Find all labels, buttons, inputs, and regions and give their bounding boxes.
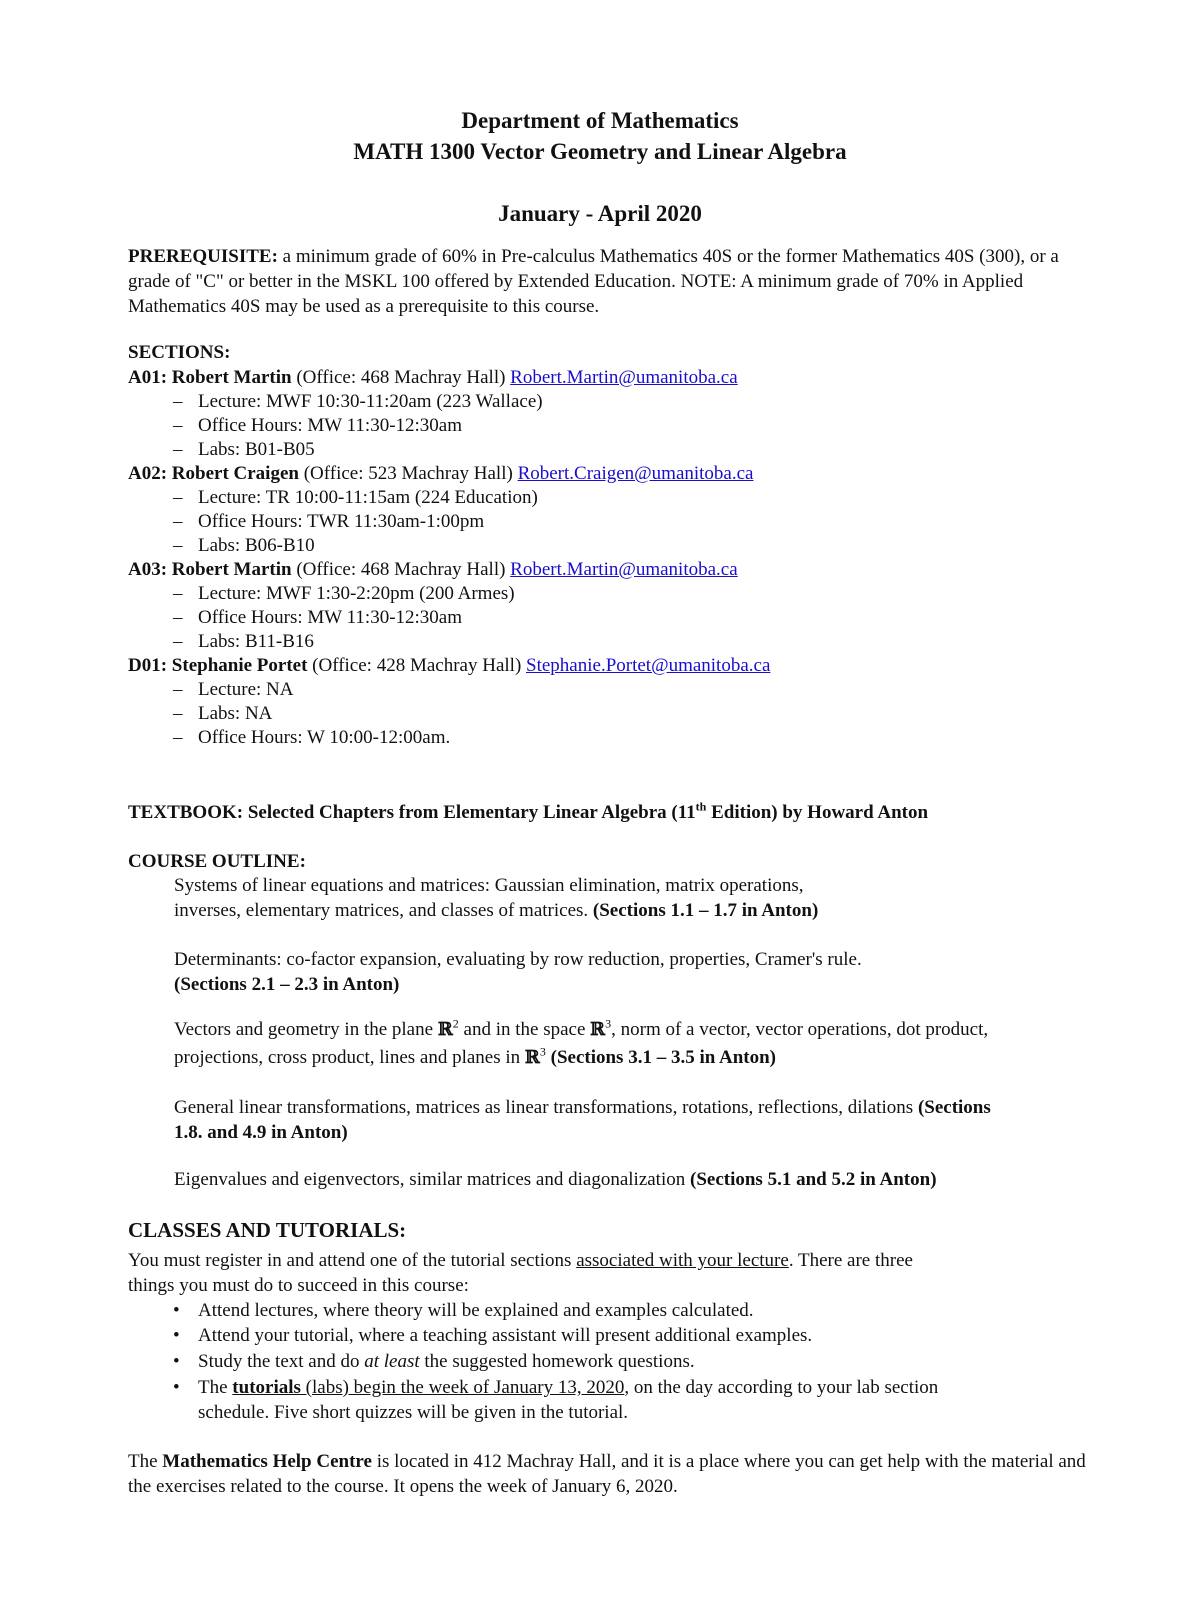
outline-topic-5-line-1: Eigenvalues and eigenvectors, similar matrices and diagonalization (Sections 5.1 and 5.2 in Anton) — [174, 1169, 937, 1190]
dash-icon: – — [173, 727, 183, 748]
classes-heading: CLASSES AND TUTORIALS: — [128, 1218, 407, 1242]
dash-icon: – — [173, 439, 183, 460]
section-a01-lecture: Lecture: MWF 10:30-11:20am (223 Wallace) — [198, 391, 543, 412]
textbook-edition-sup: th — [695, 799, 707, 814]
classes-intro-line-1: You must register in and attend one of the tutorial sections associated with your lecture. There are three — [128, 1250, 913, 1271]
section-a02-email-link[interactable]: Robert.Craigen@umanitoba.ca — [517, 463, 754, 484]
outline-topic-1-line-2: inverses, elementary matrices, and classes of matrices. (Sections 1.1 – 1.7 in Anton) — [174, 900, 819, 921]
section-d01-office: (Office: 428 Machray Hall) — [312, 655, 522, 676]
real-numbers-symbol: ℝ — [524, 1047, 540, 1068]
bullet-icon: • — [173, 1300, 180, 1321]
textbook-author: Edition) by Howard Anton — [706, 802, 929, 823]
section-d01-email-link[interactable]: Stephanie.Portet@umanitoba.ca — [526, 655, 771, 676]
section-a02-instructor: A02: Robert Craigen — [128, 463, 299, 484]
prerequisite-paragraph — [128, 244, 1088, 319]
section-d01-header — [128, 653, 770, 678]
bullet-icon: • — [173, 1351, 180, 1372]
outline-topic-4-ref-b: 1.8. and 4.9 in Anton) — [174, 1122, 348, 1143]
department-title: Department of Mathematics — [461, 108, 739, 133]
classes-tutorials — [128, 1218, 1088, 1438]
section-a03-labs: Labs: B11-B16 — [198, 631, 314, 652]
real-numbers-symbol: ℝ — [437, 1019, 453, 1040]
outline-topic-1-ref: (Sections 1.1 – 1.7 in Anton) — [592, 900, 819, 921]
outline-topic-1-line-1: Systems of linear equations and matrices: Gaussian elimination, matrix operations, — [174, 875, 804, 896]
section-d01-office-hours: Office Hours: W 10:00-12:00am. — [198, 727, 451, 748]
section-a01-instructor: A01: Robert Martin — [128, 367, 292, 388]
section-d01-instructor: D01: Stephanie Portet — [128, 655, 308, 676]
dash-icon: – — [173, 631, 183, 652]
section-a02-lecture: Lecture: TR 10:00-11:15am (224 Education) — [198, 487, 538, 508]
classes-bullet-1: Attend lectures, where theory will be explained and examples calculated. — [198, 1300, 754, 1321]
dash-icon: – — [173, 535, 183, 556]
textbook-line — [128, 800, 1088, 825]
bullet-icon: • — [173, 1377, 180, 1398]
classes-bullet-4: The tutorials (labs) begin the week of January 13, 2020, on the day according to your lab section schedule. Five short quizzes will be given in the tutorial. — [198, 1377, 939, 1423]
section-a03-instructor: A03: Robert Martin — [128, 559, 292, 580]
bullet-icon: • — [173, 1325, 180, 1346]
dash-icon: – — [173, 415, 183, 436]
dash-icon: – — [173, 607, 183, 628]
dash-icon: – — [173, 487, 183, 508]
classes-bullet-2: Attend your tutorial, where a teaching assistant will present additional examples. — [198, 1325, 813, 1346]
dash-icon: – — [173, 703, 183, 724]
section-a01-header — [128, 365, 738, 390]
section-d01-labs: Labs: NA — [198, 703, 273, 724]
section-a02-header — [128, 461, 754, 486]
outline-topic-3-ref: (Sections 3.1 – 3.5 in Anton) — [550, 1047, 777, 1068]
section-a01-labs: Labs: B01-B05 — [198, 439, 315, 460]
outline-topic-2-line-1: Determinants: co-factor expansion, evaluating by row reduction, properties, Cramer's rule. — [174, 949, 862, 970]
dash-icon: – — [173, 679, 183, 700]
outline-topic-4-ref-a: (Sections — [917, 1097, 991, 1118]
section-a01-office: (Office: 468 Machray Hall) — [296, 367, 506, 388]
section-a03-header — [128, 557, 738, 582]
sections-block — [128, 340, 1088, 760]
dash-icon: – — [173, 511, 183, 532]
textbook-label: TEXTBOOK: — [128, 802, 244, 823]
course-outline-heading: COURSE OUTLINE: — [128, 851, 306, 872]
dash-icon: – — [173, 391, 183, 412]
prerequisite-label: PREREQUISITE: — [128, 246, 278, 267]
classes-bullet-3: Study the text and do at least the suggested homework questions. — [198, 1351, 695, 1372]
classes-intro-underlined: associated with your lecture — [576, 1250, 789, 1271]
section-d01-lecture: Lecture: NA — [198, 679, 294, 700]
dash-icon: – — [173, 583, 183, 604]
prerequisite-text: a minimum grade of 60% in Pre-calculus Mathematics 40S or the former Mathematics 40S (300), or a grade of "C" or better in the MSKL 100 offered by Extended Education. NOTE: A minimum grade of 70% in Applied Mathematics 40S may be used as a prerequisite to this course. — [128, 246, 1059, 317]
outline-topic-3-line-2: projections, cross product, lines and planes in ℝ$^3$ (Sections 3.1 – 3.5 in Anton) — [174, 1044, 777, 1068]
course-title: MATH 1300 Vector Geometry and Linear Algebra — [353, 139, 847, 164]
help-centre-name: Mathematics Help Centre — [162, 1451, 372, 1472]
section-a03-lecture: Lecture: MWF 1:30-2:20pm (200 Armes) — [198, 583, 515, 604]
section-a03-office-hours: Office Hours: MW 11:30-12:30am — [198, 607, 463, 628]
term-title: January - April 2020 — [498, 201, 702, 226]
outline-topic-5-ref: (Sections 5.1 and 5.2 in Anton) — [690, 1169, 937, 1190]
course-outline — [128, 849, 1088, 1199]
section-a03-email-link[interactable]: Robert.Martin@umanitoba.ca — [510, 559, 738, 580]
section-a02-office-hours: Office Hours: TWR 11:30am-1:00pm — [198, 511, 485, 532]
help-centre-paragraph: The Mathematics Help Centre is located in 412 Machray Hall, and it is a place where you can get help with the material and the exercises related to the course. It opens the week of January 6, 2020. — [128, 1451, 1086, 1497]
section-a01-office-hours: Office Hours: MW 11:30-12:30am — [198, 415, 463, 436]
textbook-title: Selected Chapters from Elementary Linear Algebra (11 — [247, 802, 696, 823]
real-numbers-symbol: ℝ — [590, 1019, 606, 1040]
section-a02-office: (Office: 523 Machray Hall) — [303, 463, 513, 484]
outline-topic-2-ref: (Sections 2.1 – 2.3 in Anton) — [174, 974, 400, 995]
section-a01-email-link[interactable]: Robert.Martin@umanitoba.ca — [510, 367, 738, 388]
tutorials-word: tutorials — [232, 1377, 301, 1398]
outline-topic-3-line-1: Vectors and geometry in the plane ℝ$^2$ and in the space ℝ$^3$, norm of a vector, vector operations, dot product, — [174, 1016, 989, 1040]
section-a03-office: (Office: 468 Machray Hall) — [296, 559, 506, 580]
classes-intro-line-2: things you must do to succeed in this course: — [128, 1275, 469, 1296]
section-a02-labs: Labs: B06-B10 — [198, 535, 315, 556]
classes-bullet-3-italic: at least — [364, 1351, 420, 1372]
sections-heading: SECTIONS: — [128, 342, 231, 363]
outline-topic-4-line-1: General linear transformations, matrices as linear transformations, rotations, reflections, dilations (Sections — [174, 1097, 991, 1118]
